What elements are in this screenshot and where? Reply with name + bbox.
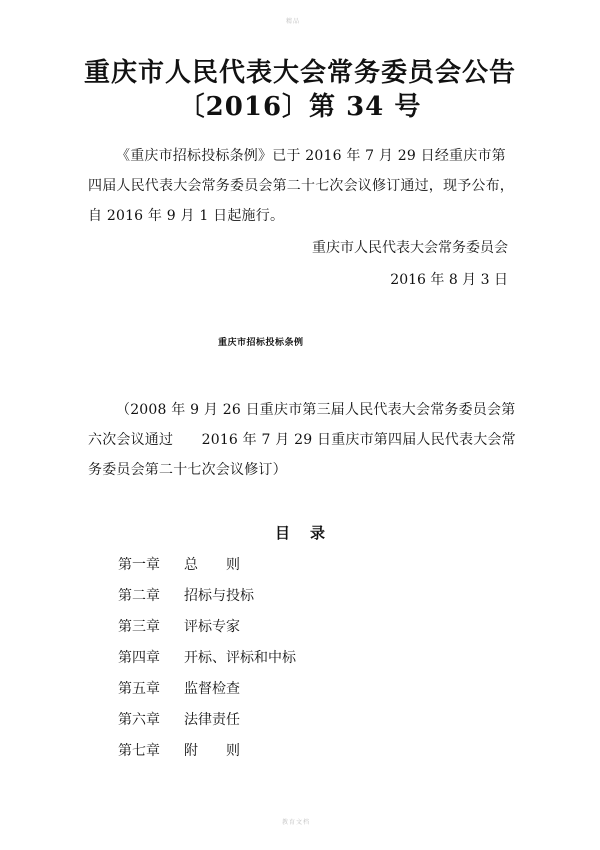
toc-item bbox=[118, 741, 296, 772]
announcement-date: 2016 年 8 月 3 日 bbox=[390, 272, 508, 288]
toc-item bbox=[118, 679, 296, 710]
toc-chapter-name: 招标与投标 bbox=[184, 588, 254, 604]
toc-chapter-number: 第七章 bbox=[118, 743, 160, 759]
toc-chapter-name: 附 则 bbox=[184, 743, 240, 759]
toc-item bbox=[118, 617, 296, 648]
toc-heading: 目录 bbox=[274, 524, 345, 542]
toc-item bbox=[118, 710, 296, 741]
toc-chapter-name: 监督检查 bbox=[184, 681, 240, 697]
regulation-history: （2008 年 9 月 26 日重庆市第三届人民代表大会常务委员会第六次会议通过 2016 年 7 月 29 日重庆市第四届人民代表大会常务委员会第二十七次会议修订） bbox=[88, 402, 516, 478]
watermark-top: 精品 bbox=[286, 18, 301, 25]
toc-chapter-number: 第五章 bbox=[118, 681, 160, 697]
toc-chapter-name: 法律责任 bbox=[184, 712, 240, 728]
toc-item bbox=[118, 586, 296, 617]
toc-chapter-number: 第四章 bbox=[118, 650, 160, 666]
announcement-signer: 重庆市人民代表大会常务委员会 bbox=[312, 240, 508, 256]
toc-item bbox=[118, 648, 296, 679]
toc-chapter-name: 总 则 bbox=[184, 557, 240, 573]
table-of-contents bbox=[118, 555, 296, 772]
regulation-title: 重庆市招标投标条例 bbox=[218, 338, 304, 348]
announcement-title: 重庆市人民代表大会常务委员会公告 bbox=[83, 58, 516, 88]
toc-chapter-number: 第三章 bbox=[118, 619, 160, 635]
toc-chapter-name: 评标专家 bbox=[184, 619, 240, 635]
announcement-body: 《重庆市招标投标条例》已于 2016 年 7 月 29 日经重庆市第四届人民代表大会常务委员会第二十七次会议修订通过，现予公布，自 2016 年 9 月 1 日起施行。 bbox=[88, 148, 514, 224]
toc-chapter-number: 第六章 bbox=[118, 712, 160, 728]
toc-chapter-name: 开标、评标和中标 bbox=[184, 650, 296, 666]
watermark-bottom: 教育文档 bbox=[282, 819, 311, 826]
toc-chapter-number: 第一章 bbox=[118, 557, 160, 573]
toc-chapter-number: 第二章 bbox=[118, 588, 160, 604]
announcement-number: 〔2016〕第 34 号 bbox=[178, 92, 422, 122]
toc-item bbox=[118, 555, 296, 586]
